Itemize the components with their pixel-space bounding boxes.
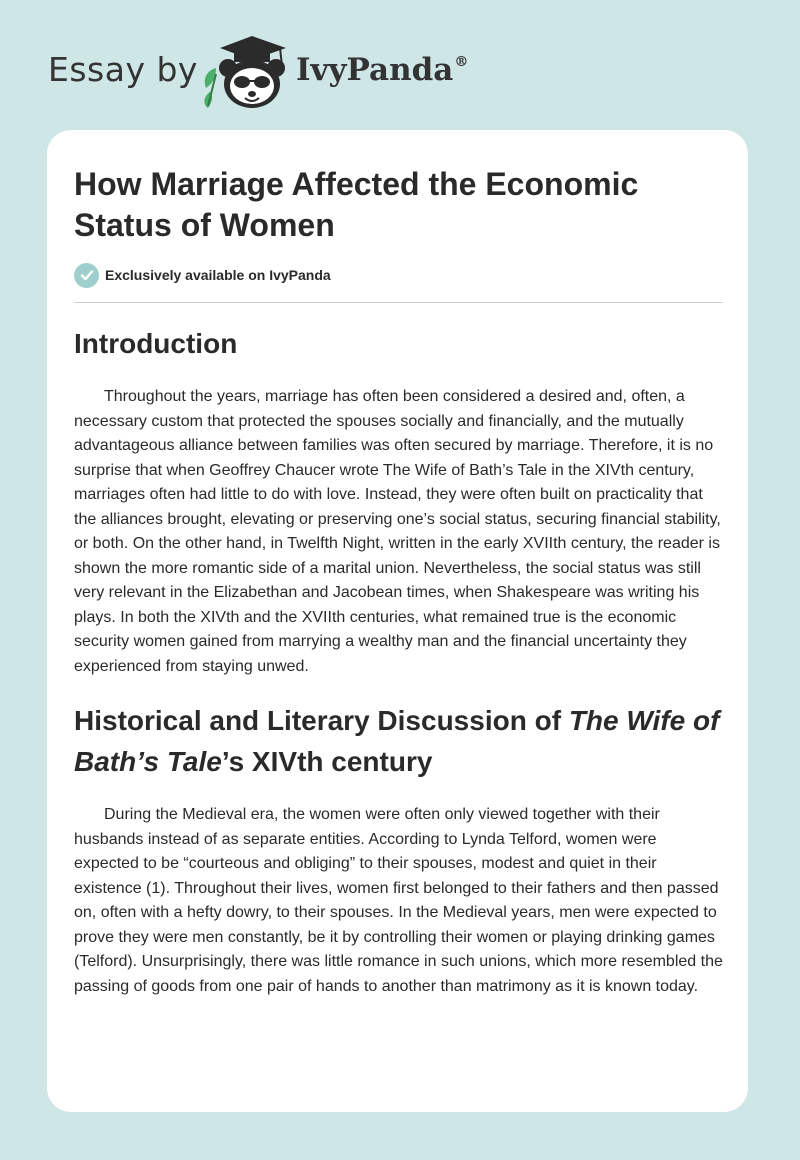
heading-text-pre: Historical and Literary Discussion of <box>74 705 569 736</box>
heading-text-post: ’s XIVth century <box>221 746 433 777</box>
badge-label: Exclusively available on IvyPanda <box>105 267 331 283</box>
panda-logo-icon[interactable] <box>200 34 292 110</box>
heading-text-italic: The Wife of Bath’s Tale <box>74 705 720 777</box>
check-icon <box>74 263 99 288</box>
essay-by-label: Essay by <box>48 50 198 89</box>
divider <box>74 302 723 303</box>
brand-text: IvyPanda <box>296 52 454 88</box>
section-paragraph-historical: During the Medieval era, the women were often only viewed together with their husbands instead of as separate entities. According to Lynda Telford, women were expected to be “courteous and obliging” to their spouses, modest and quiet in their existence (1). Throughout their lives, women first belonged to their fathers and then passed on, often with a hefty dowry, to their spouses. In the Medieval years, men were expected to prove they were men constantly, be it by controlling their women or playing drinking games (Telford). Unsurprisingly, there was little romance in such unions, which more resembled the passing of goods from one pair of hands to another than matrimony as it is known today. <box>74 806 723 995</box>
page-title: How Marriage Affected the Economic Status of Women <box>74 166 639 243</box>
brand-name[interactable] <box>296 52 468 88</box>
section-paragraph-introduction: Throughout the years, marriage has often been considered a desired and, often, a necessary custom that protected the spouses socially and financially, and the mutually advantageous alliance between families was often secured by marriage. Therefore, it is no surprise that when Geoffrey Chaucer wrote The Wife of Bath’s Tale in the XIVth century, marriages often had little to do with love. Instead, they were often built on practicality that the alliances brought, elevating or preserving one’s social status, securing financial stability, or both. On the other hand, in Twelfth Night, written in the early XVIIth century, the reader is shown the more romantic side of a marital union. Nevertheless, the social status was still very relevant in the Elizabethan and Jacobean times, when Shakespeare was writing his plays. In both the XIVth and the XVIIth centuries, what remained true is the economic security women gained from marrying a wealthy man and the financial uncertainty they experienced from staying unwed. <box>74 388 721 675</box>
exclusive-badge <box>74 262 331 288</box>
registered-mark: ® <box>454 54 469 70</box>
site-header <box>0 0 800 130</box>
section-heading-historical <box>74 700 724 782</box>
essay-card <box>47 130 748 1112</box>
section-heading-introduction: Introduction <box>74 328 238 359</box>
